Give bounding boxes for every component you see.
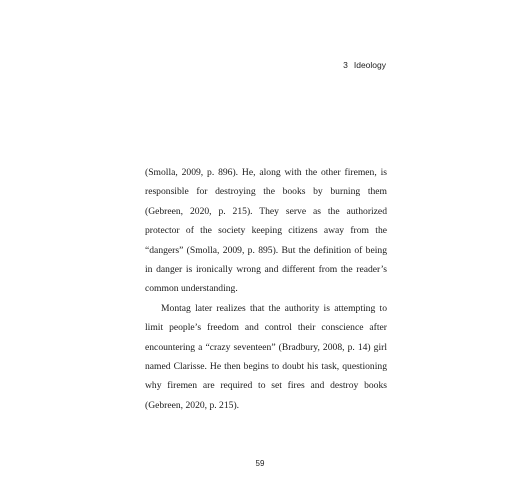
running-head <box>343 60 386 70</box>
chapter-number: 3 <box>343 60 348 70</box>
page-number: 59 <box>255 459 265 468</box>
body-text <box>145 163 387 415</box>
paragraph: Montag later realizes that the authority is attempting to limit people’s freedom and control their conscience after encountering a “crazy seventeen” (Bradbury, 2008, p. 14) girl named Clarisse. He then begins to doubt his task, questioning why firemen are required to set fires and destroy books (Gebreen, 2020, p. 215). <box>145 302 387 411</box>
chapter-title: Ideology <box>353 60 386 70</box>
paragraph-continued: (Smolla, 2009, p. 896). He, along with the other firemen, is responsible for destroying the books by burning them (Gebreen, 2020, p. 215). They serve as the authorized protector of the society keeping citizens away from the “dangers” (Smolla, 2009, p. 895). But the definition of being in danger is ironically wrong and different from the reader’s common understanding. <box>145 167 387 295</box>
